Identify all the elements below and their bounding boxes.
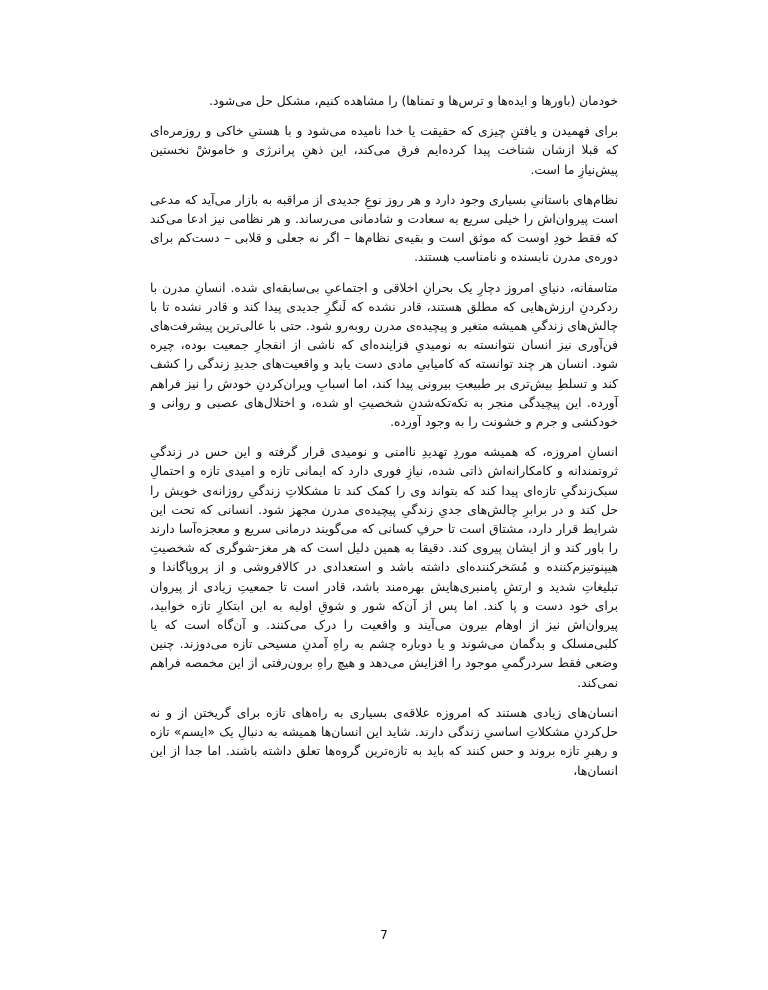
- paragraph-2: برای فهمیدن و یافتنِ چیزی که حقیقت یا خدا نامیده می‌شود و با هستیِ خاکی و روزمره‌ای که قبلا ازشان شناخت پیدا کرده‌ایم فرق می‌کند، این ذهنِ پرانرژی و خاموشْ نخستین پیش‌نیازِ ما است.: [150, 124, 618, 177]
- paragraph-5: انسانِ امروزه، که همیشه موردِ تهدیدِ ناامنی و نومیدی قرار گرفته و این حس در زندگیِ ثروتمندانه و کامکارانه‌اش ذاتی شده، نیازِ فوری دارد که ایمانی تازه و امیدی تازه و احتمالِ سبک‌زندگیِ تازه‌ای پیدا کند که بتواند وی را کمک کند تا مشکلاتِ زندگیِ روزانه‌ی خویش را حل کند و در برابرِ چالش‌های جدیِ زندگیِ پیچیده‌ی مدرن مجهز شود. انسانی که تحت این شرایط قرار دارد، مشتاق است تا حرفِ کسانی که می‌گویند درمانی سریع و معجزه‌آسا دارند را باور کند و از ایشان پیروی کند. دقیقا به همین دلیل است که هر مغز-شوگری که شخصیتِ هیپنوتیزم‌کننده و مُسَخرکننده‌ای داشته باشد و استعدادی در کالافروشی و از پروپاگاندا و تبلیغاتِ شدید و ارتشِ پامنبری‌هایش بهره‌مند باشد، قادر است تا جمعیتِ زیادی از پیروان برای خود دست و پا کند. اما پس از آن‌که شور و شوقِ اولیه به این ابتکارِ تازه خوابید، پیروان‌اش نیز از اوهام بیرون می‌آیند و واقعیت را درک می‌کنند. و آن‌گاه است که یا کلبی‌مسلک و بدگمان می‌شوند و یا دوباره چشم به راهِ آمدنِ مسیحی تازه می‌دوزند. چنین وضعی فقط سردرگمیِ موجود را افزایش می‌دهد و هیچ راهِ برون‌رفتی از این مخمصه فراهم نمی‌کند.: [150, 445, 618, 690]
- paragraph-4: متاسفانه، دنیایِ امروز دچارِ یک بحرانِ اخلاقی و اجتماعیِ بی‌سابقه‌ای شده. انسانِ مدرن با ردکردنِ ارزش‌هایی که مطلق هستند، قادر نشده که لَنگرِ جدیدی پیدا کند و قادر نشده تا با چالش‌های زندگیِ همیشه متغیر و پیچیده‌ی مدرن روبه‌رو شود. حتی با عالی‌ترین پیشرفت‌های فن‌آوری نیز انسان نتوانسته به نومیدیِ فزاینده‌ای که ناشی از انفجارِ جمعیت بوده، چیره شود. انسان هر چند توانسته که کامیابیِ مادی دست یابد و واقعیت‌های جدیدِ زندگی را کشف کند و تسلطِ بیش‌تری بر طبیعتِ بیرونی پیدا کند، اما اسبابِ ویران‌کردنِ خودش را نیز فراهم آورده. این پیچیدگی منجر به تکه‌تکه‌شدنِ شخصیتِ او شده، و اختلال‌های عصبی و روانی و خودکشی و جرم و خشونت را به وجود آورده.: [150, 280, 618, 430]
- page-number: 7: [380, 928, 388, 942]
- paragraph-3: نظام‌های باستانیِ بسیاری وجود دارد و هر روز نوعِ جدیدی از مراقبه به بازار می‌آید که مدعی است پیروان‌اش را خیلی سریع به سعادت و شادمانی می‌رساند. و هر نظامی نیز ادعا می‌کند که فقط خودِ اوست که موثق است و بقیه‌ی نظام‌ها – اگر نه جعلی و قلابی – دست‌کم برای دوره‌ی مدرن نابسنده و نامناسب هستند.: [150, 192, 618, 265]
- body-text: [150, 92, 618, 792]
- paragraph-6: انسان‌های زیادی هستند که امروزه علاقه‌ی بسیاری به راه‌های تازه برای گریختن از و نه حل‌کردنِ مشکلاتِ اساسیِ زندگی دارند. شاید این انسان‌ها همیشه به دنبالِ یک «ایسم» تازه و رهبرِ تازه بروند و حس کنند که باید به تازه‌ترین گروه‌ها تعلق داشته باشند. اما جدا از این انسان‌ها،: [150, 705, 618, 778]
- paragraph-1: خودمان (باورها و ایده‌ها و ترس‌ها و تمناها) را مشاهده کنیم، مشکل حل می‌شود.: [209, 94, 618, 108]
